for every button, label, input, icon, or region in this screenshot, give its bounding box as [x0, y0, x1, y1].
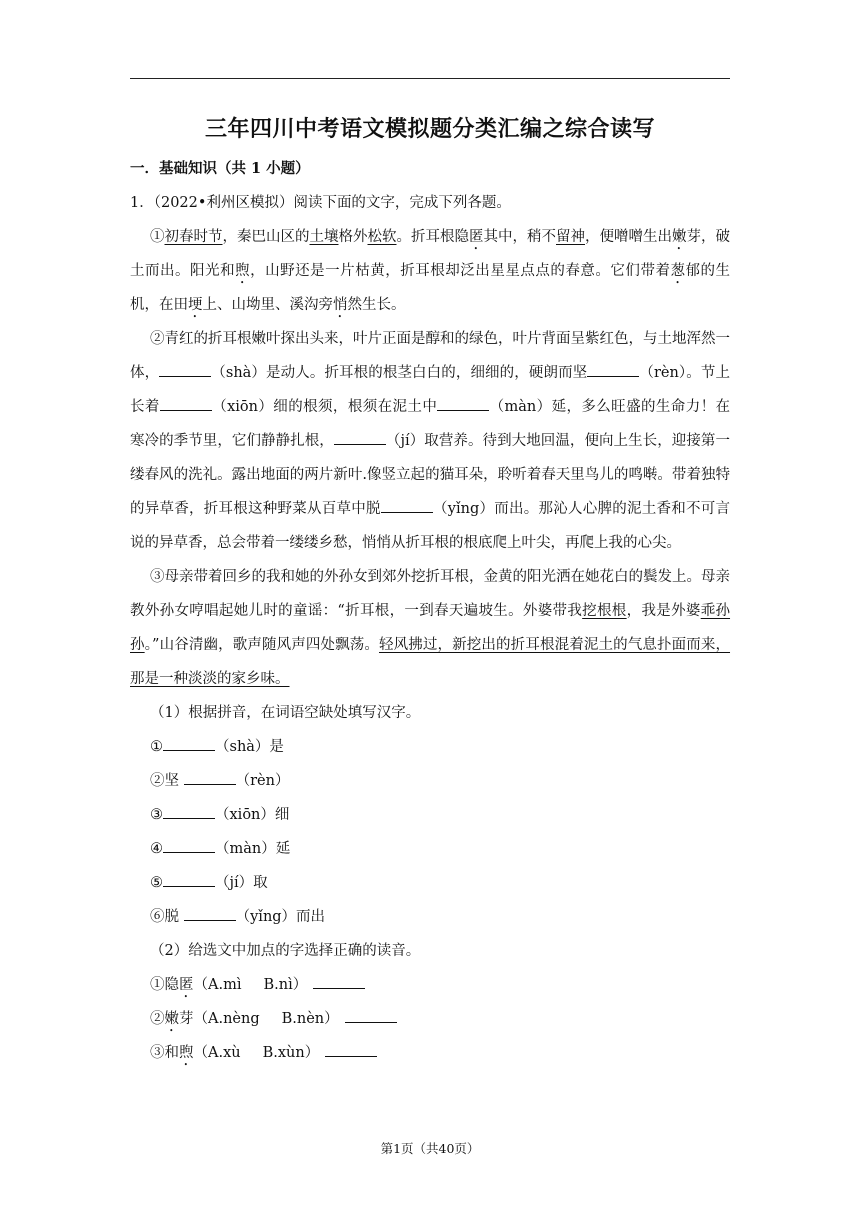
- text: 。折耳根隐: [396, 229, 469, 245]
- text: （jí）取营养。待到大地回温，便向上生长，迎接第一缕春风的洗礼。露出地面的两片新叶.像竖立起的猫耳朵，聆听着春天里鸟儿的鸣啭。带着独特的异草香，折耳根这种野菜从百草中脱: [130, 433, 730, 517]
- underlined-sentence: 轻风拂过，新挖出的折耳根混着泥土的气息扑面而来，那是一种淡淡的家乡味。: [130, 637, 731, 687]
- answer-blank[interactable]: [163, 838, 215, 853]
- sub1-item: [130, 832, 730, 866]
- item-number: ①: [150, 739, 163, 755]
- fill-blank[interactable]: [587, 362, 639, 377]
- text: （xiōn）细的根须，根须在泥土中: [211, 399, 438, 415]
- text: ，秦巴山区的: [222, 229, 310, 245]
- item-number: ①: [150, 977, 165, 993]
- dotted-char: 煦: [179, 1045, 194, 1061]
- header-rule: [130, 78, 730, 79]
- underlined-text: 挖根根: [582, 603, 627, 619]
- text: 然生长。: [347, 297, 406, 313]
- text: （rèn）。节上长着: [130, 365, 730, 415]
- option-a: （A.xù: [193, 1045, 241, 1061]
- text: （yǐng）而出。那沁人心脾的泥土香和不可言说的异草香，总会带着一缕缕乡愁，悄悄从折耳根的根底爬上叶尖，再爬上我的心尖。: [130, 501, 731, 551]
- dotted-char: 匿: [469, 229, 484, 245]
- item-number: ③: [150, 807, 163, 823]
- option-a: （A.nèng: [193, 1011, 260, 1027]
- sub1-item: [130, 798, 730, 832]
- answer-blank[interactable]: [313, 974, 365, 989]
- sub-question-2-prompt: （2）给选文中加点的字选择正确的读音。: [150, 943, 421, 959]
- sub2-item: [130, 1036, 730, 1070]
- dotted-char: 煦: [235, 263, 251, 279]
- fill-blank[interactable]: [160, 396, 212, 411]
- underlined-text: 留神: [556, 229, 585, 245]
- dotted-char: 悄: [333, 297, 348, 313]
- section-heading: 一．基础知识（共 1 小题）: [130, 160, 310, 177]
- text: 隐: [164, 977, 179, 993]
- underlined-text: 初春时节: [164, 229, 223, 245]
- text: （yǐng）而出: [235, 909, 326, 925]
- text: ，我是外婆: [626, 603, 701, 619]
- dotted-char: 嫩: [672, 229, 687, 245]
- sub-question-1-prompt: （1）根据拼音，在词语空缺处填写汉字。: [150, 705, 421, 721]
- answer-blank[interactable]: [163, 804, 215, 819]
- dotted-char: 葱: [670, 263, 686, 279]
- text: ③母亲带着回乡的我和她的外孙女到郊外挖折耳根，金黄的阳光洒在她花白的鬓发上。母亲教外孙女哼唱起她儿时的童谣：“折耳根，一到春天遍坡生。外婆带我: [130, 569, 730, 619]
- text: 上、山坳里、溪沟旁: [202, 297, 333, 313]
- text: 其中，稍不: [483, 229, 556, 245]
- text: （shà）是: [215, 739, 284, 755]
- text: ，山野还是一片枯黄，折耳根却泛出星星点点的春意。它们带着: [250, 263, 671, 279]
- fill-blank[interactable]: [159, 362, 211, 377]
- page-title: 三年四川中考语文模拟题分类汇编之综合读写: [204, 116, 655, 142]
- text: 坚: [164, 773, 184, 789]
- passage-body: [130, 220, 730, 1070]
- paragraph-3: [130, 560, 730, 696]
- text: 郁的生机，在田: [130, 263, 731, 313]
- answer-blank[interactable]: [163, 872, 215, 887]
- underlined-text: 乖孙孙: [130, 603, 731, 653]
- answer-blank[interactable]: [345, 1008, 397, 1023]
- text: （rèn）: [235, 773, 290, 789]
- text: 格外: [338, 229, 368, 245]
- item-number: ③: [150, 1045, 165, 1061]
- text: ，便噌噌生出: [585, 229, 672, 245]
- dotted-char: 嫩: [164, 1011, 179, 1027]
- text: 芽: [179, 1011, 194, 1027]
- dotted-char: 匿: [179, 977, 194, 993]
- sub1-item: [130, 900, 730, 934]
- answer-blank[interactable]: [163, 736, 215, 751]
- text: ②青红的折耳根嫩叶探出头来，叶片正面是醇和的绿色，叶片背面呈紫红色，与土地浑然一体，: [130, 331, 730, 381]
- underlined-text: 松软: [367, 229, 397, 245]
- text: （shà）是动人。折耳根的根茎白白的，细细的，硬朗而坚: [211, 365, 588, 381]
- text: （màn）延: [215, 841, 291, 857]
- answer-blank[interactable]: [184, 770, 236, 785]
- sub1-item: [130, 730, 730, 764]
- dotted-char: 埂: [188, 297, 203, 313]
- paragraph-1: [130, 220, 730, 322]
- sub1-item: [130, 866, 730, 900]
- text: （màn）延，多么旺盛的生命力！在寒冷的季节里，它们静静扎根，: [130, 399, 731, 449]
- item-number: ⑥: [150, 909, 165, 925]
- question-header: [130, 191, 730, 212]
- option-b: B.nèn）: [281, 1011, 339, 1027]
- text: （jí）取: [215, 875, 268, 891]
- fill-blank[interactable]: [334, 430, 386, 445]
- item-number: ②: [150, 773, 165, 789]
- option-a: （A.mì: [193, 977, 242, 993]
- text: 和: [164, 1045, 179, 1061]
- page-footer: 第1页（共40页）: [380, 1141, 480, 1156]
- answer-blank[interactable]: [325, 1042, 377, 1057]
- circled-number: ①: [150, 229, 165, 245]
- underlined-text: 土壤: [309, 229, 339, 245]
- text: 芽，破土而出。阳光和: [130, 229, 730, 279]
- item-number: ②: [150, 1011, 165, 1027]
- item-number: ④: [150, 841, 163, 857]
- text: （xiōn）细: [215, 807, 290, 823]
- item-number: ⑤: [150, 875, 163, 891]
- option-b: B.nì）: [263, 977, 308, 993]
- fill-blank[interactable]: [437, 396, 489, 411]
- sub2-item: [130, 968, 730, 1002]
- answer-blank[interactable]: [184, 906, 236, 921]
- sub2-item: [130, 1002, 730, 1036]
- question-number: 1．: [130, 195, 154, 211]
- question-source: （2022•利州区模拟）阅读下面的文字，完成下列各题。: [153, 195, 511, 211]
- text: 。”山谷清幽，歌声随风声四处飘荡。: [144, 637, 380, 653]
- text: 脱: [164, 909, 184, 925]
- paragraph-2: [130, 322, 730, 560]
- sub1-item: [130, 764, 730, 798]
- fill-blank[interactable]: [381, 498, 433, 513]
- option-b: B.xùn）: [262, 1045, 320, 1061]
